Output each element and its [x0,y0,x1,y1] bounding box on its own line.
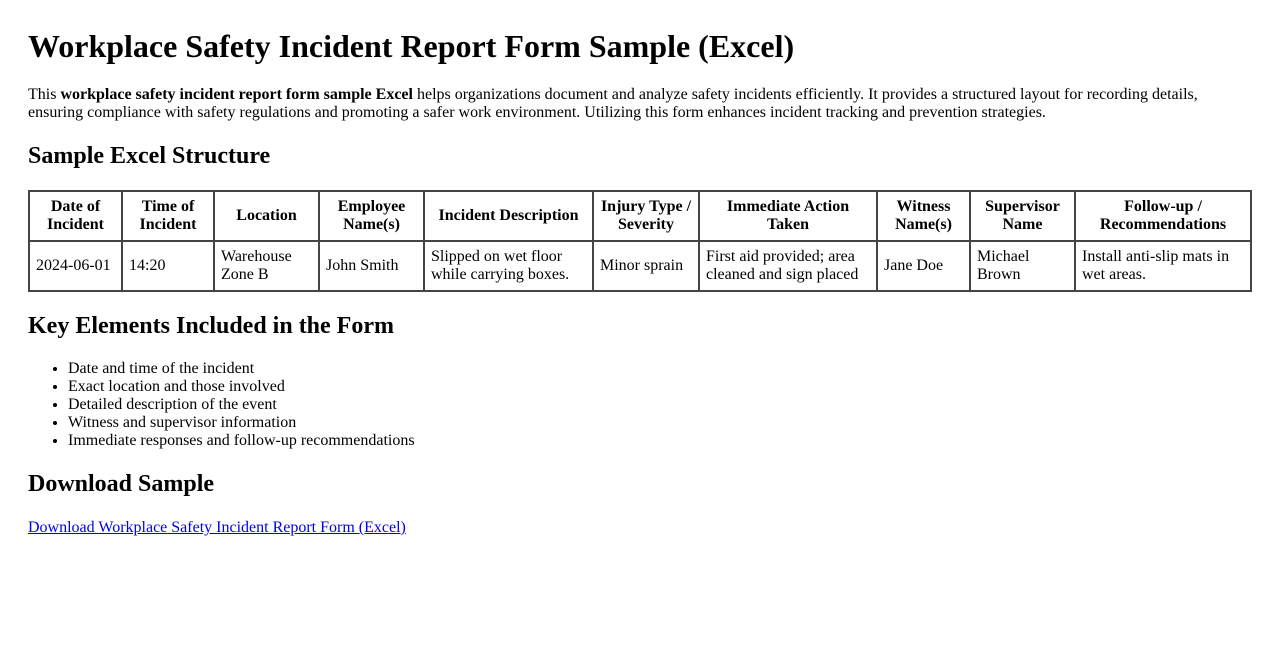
column-header: Incident Description [424,191,593,241]
list-item: • Witness and supervisor information [68,414,1250,432]
page-title: Workplace Safety Incident Report Form Sample (Excel) [28,28,795,64]
table-cell: Warehouse Zone B [214,241,319,291]
table-header-row [29,191,1251,241]
list-item: • Immediate responses and follow-up recommendations [68,432,1250,450]
column-header: Time of Incident [122,191,214,241]
table-cell: 2024-06-01 [29,241,122,291]
elements-heading: Key Elements Included in the Form [28,313,394,339]
list-item: • Detailed description of the event [68,396,1250,414]
column-header: Injury Type / Severity [593,191,699,241]
table-cell: Michael Brown [970,241,1075,291]
column-header: Follow-up / Recommendations [1075,191,1251,241]
intro-paragraph [28,86,1250,122]
column-header: Supervisor Name [970,191,1075,241]
column-header: Date of Incident [29,191,122,241]
table-cell: John Smith [319,241,424,291]
column-header: Witness Name(s) [877,191,970,241]
column-header: Employee Name(s) [319,191,424,241]
elements-list [28,360,1250,450]
column-header: Immediate Action Taken [699,191,877,241]
column-header: Location [214,191,319,241]
list-item: • Date and time of the incident [68,360,1250,378]
table-cell: Minor sprain [593,241,699,291]
download-heading: Download Sample [28,471,215,497]
table-cell: Install anti-slip mats in wet areas. [1075,241,1251,291]
table-cell: Slipped on wet floor while carrying boxes. [424,241,593,291]
sample-table [28,190,1252,292]
table-row [29,241,1251,291]
intro-bold: workplace safety incident report form sample Excel [60,86,413,103]
structure-heading: Sample Excel Structure [28,143,271,169]
table-cell: 14:20 [122,241,214,291]
table-cell: Jane Doe [877,241,970,291]
intro-text: This [28,86,61,103]
list-item: • Exact location and those involved [68,378,1250,396]
intro-text: helps organizations document and analyze safety incidents efficiently. It provides a structured layout for recording details, ensuring compliance with safety regulations and promoting a safer work environment. Utilizing this form enhances incident tracking and prevention strategies. [28,86,1198,121]
download-link[interactable]: Download Workplace Safety Incident Report Form (Excel) [28,519,406,536]
table-cell: First aid provided; area cleaned and sign placed [699,241,877,291]
